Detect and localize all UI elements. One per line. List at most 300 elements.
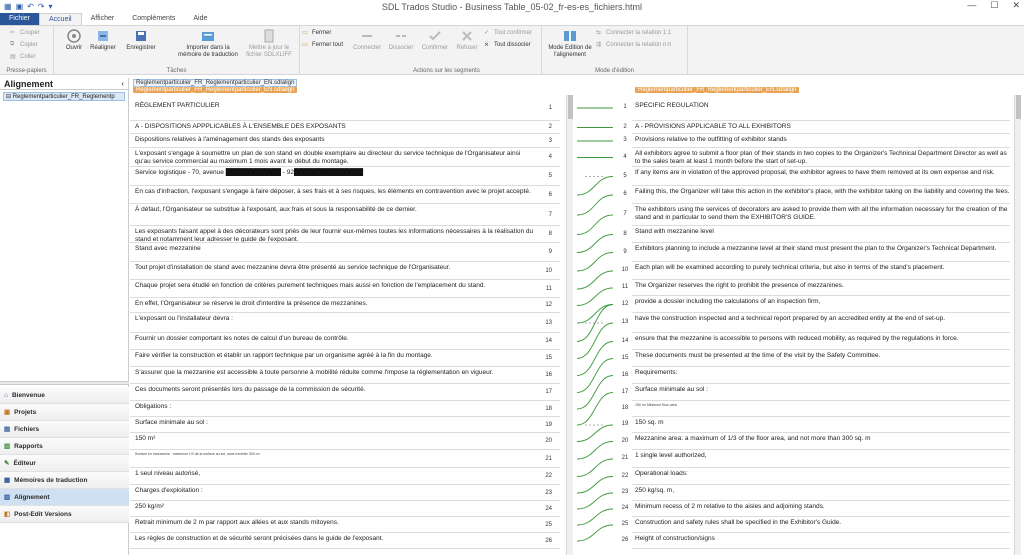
target-segment-row[interactable]	[632, 485, 1010, 501]
target-segment-text: 1 single level authorized,	[635, 452, 707, 459]
tab-fichier[interactable]: Fichier	[0, 13, 39, 25]
source-segment-number: 25	[545, 521, 552, 528]
confirm-icon	[428, 29, 442, 43]
alignment-link[interactable]	[577, 235, 613, 253]
alignment-icon: ▥	[4, 494, 11, 501]
disconnect-button[interactable]	[386, 29, 416, 52]
target-file-label: Reglementparticulier_FR_Reglementparticulier_EN.sdlalign	[635, 87, 799, 93]
confirm-all-icon: ✓	[484, 30, 490, 36]
target-segment-row[interactable]	[632, 243, 1010, 262]
ribbon-tabs	[0, 13, 1024, 25]
realign-button[interactable]	[88, 29, 118, 52]
left-panel-title: Alignement	[4, 78, 54, 89]
source-segment-number: 15	[545, 355, 552, 361]
alignment-link[interactable]	[577, 459, 613, 477]
update-file-icon	[262, 29, 276, 43]
left-panel-header	[0, 78, 128, 90]
nav-label: Projets	[14, 408, 37, 416]
confirm-label: Confirmer	[421, 45, 449, 51]
target-column	[632, 95, 1010, 555]
source-segment-text: Fournir un dossier comportant les notes de calcul d'un bureau de contrôle.	[135, 335, 349, 342]
open-button[interactable]	[62, 29, 86, 52]
target-segment-number: 24	[621, 505, 629, 511]
target-segment-row[interactable]	[632, 450, 1010, 468]
nav-rapports[interactable]	[0, 438, 129, 455]
disconnect-icon	[394, 29, 408, 43]
target-segment-text: A - PROVISIONS APPLICABLE TO ALL EXHIBITORS	[635, 123, 791, 130]
target-segment-row[interactable]	[632, 280, 1010, 296]
source-segment-number: 11	[545, 285, 552, 292]
target-segment-row[interactable]	[632, 121, 1010, 134]
customize-icon[interactable]: ▾	[48, 2, 53, 11]
target-segment-text: ensure that the mezzanine is accessible to persons with reduced mobility, as required by the regulations in force.	[635, 335, 959, 342]
source-segment-number: 12	[545, 302, 552, 308]
alignment-link[interactable]	[577, 342, 613, 376]
target-segment-text: Height of construction/signs	[635, 535, 715, 542]
source-segment-row[interactable]	[130, 367, 560, 384]
target-segment-text: The exhibitors using the services of decorators are asked to provide them with all the information necessary for the creation of the stand and in particular to send them the EXHIBITOR'S GUIDE.	[635, 206, 1008, 221]
target-segment-number: 7	[623, 211, 627, 217]
source-segment-row[interactable]	[130, 280, 560, 298]
source-segment-row[interactable]	[130, 517, 560, 533]
close-label: Fermer	[312, 29, 332, 36]
source-segment-row[interactable]	[130, 262, 560, 280]
post-edit-icon: ◧	[4, 511, 11, 518]
target-segment-number: 20	[621, 437, 629, 444]
target-segment-row[interactable]	[632, 384, 1010, 401]
source-segment-text: Surface minimale au sol :	[135, 419, 208, 426]
alignment-link[interactable]	[577, 425, 613, 442]
target-segment-number: 25	[621, 521, 629, 527]
reject-button[interactable]	[452, 29, 482, 52]
connect-button[interactable]	[352, 29, 382, 52]
ribbon	[0, 25, 1024, 75]
source-segment-row[interactable]	[130, 468, 560, 485]
collapse-icon[interactable]: ‹	[121, 79, 124, 88]
alignment-link[interactable]	[577, 376, 613, 410]
segment-actions-group-label: Actions sur les segments	[413, 68, 480, 74]
source-segment-row[interactable]	[130, 433, 560, 450]
source-segment-number: 3	[548, 137, 552, 144]
source-segment-text: Charges d'exploitation :	[135, 487, 203, 494]
target-segment-text: 150 sq. m	[635, 419, 664, 426]
source-segment-text: L'exposant s'engage à soumettre un plan de son stand en double exemplaire au directeur du service technique de l'Organisateur ainsi qu'au service commercial au maximum 1 mois avant le début du montage.	[135, 150, 521, 165]
target-segment-number: 17	[621, 388, 629, 395]
target-segment-number: 12	[621, 300, 629, 307]
target-segment-number: 2	[623, 123, 627, 130]
disconnect-all-icon: ⨯	[484, 42, 490, 48]
target-segment-text: provide a dossier including the calculations of an inspection firm,	[635, 298, 821, 305]
target-segment-number: 6	[623, 191, 627, 197]
alignment-link[interactable]	[577, 195, 613, 215]
maximize-button[interactable]: ☐	[990, 0, 999, 10]
alignment-link[interactable]	[577, 393, 613, 426]
minimize-button[interactable]: —	[967, 0, 977, 10]
target-segment-row[interactable]	[632, 501, 1010, 517]
files-icon: ▤	[4, 426, 11, 433]
reports-icon: ▥	[4, 443, 11, 450]
close-window-button[interactable]: ✕	[1012, 0, 1020, 10]
source-segment-text: Tout projet d'installation de stand avec mezzanine devra être présenté au service technique de l'Organisateur.	[135, 264, 451, 271]
target-segment-row[interactable]	[632, 296, 1010, 313]
nav-label: Fichiers	[14, 425, 40, 433]
target-segment-row[interactable]	[632, 148, 1010, 167]
source-segment-text: Obligations :	[135, 403, 172, 410]
source-segment-text: Ces documents seront présentés lors du passage de la commission de sécurité.	[135, 386, 366, 393]
update-xliff-button[interactable]	[242, 29, 296, 59]
target-scrollbar[interactable]	[1014, 95, 1021, 555]
source-segment-row[interactable]	[130, 134, 560, 148]
align-edit-label: Mode Edition de l'alignement	[548, 45, 592, 58]
alignment-tree	[0, 90, 128, 103]
save-label: Enregistrer	[126, 45, 156, 51]
paste-icon: ▤	[10, 54, 16, 60]
clipboard-group	[0, 26, 54, 75]
target-scroll-thumb[interactable]	[1016, 95, 1021, 119]
alignment-link[interactable]	[577, 305, 613, 324]
close-group	[300, 26, 352, 75]
target-segment-row[interactable]	[632, 313, 1010, 333]
target-segment-row[interactable]	[632, 186, 1010, 204]
source-segment-text: Retrait minimum de 2 m par rapport aux allées et aux stands mitoyens.	[135, 519, 339, 526]
target-segment-text: If any items are in violation of the approved proposal, the exhibitor agrees to have them removed at its own expense and risk.	[635, 169, 995, 176]
update-xliff-label: Mettre à jour le fichier SDLXLIFF	[246, 45, 292, 58]
source-segment-number: 17	[545, 389, 552, 395]
source-segment-number: 18	[545, 405, 552, 412]
target-segment-text: 150 m² Minimum floor area	[635, 403, 677, 407]
target-segment-row[interactable]	[632, 134, 1010, 148]
paste-label: Coller	[20, 53, 36, 60]
source-segment-row[interactable]	[130, 313, 560, 333]
source-segment-number: 20	[545, 438, 552, 444]
source-segment-text: L'exposant ou l'installateur devra :	[135, 315, 233, 322]
target-segment-text: The Organizer reserves the right to prohibit the presence of mezzanines.	[635, 282, 844, 289]
alignment-link[interactable]	[577, 215, 613, 235]
source-segment-number: 16	[545, 372, 552, 378]
cut-label: Couper	[20, 29, 40, 36]
realign-label: Réaligner	[90, 45, 116, 51]
segment-text-part: - 92	[280, 169, 294, 176]
target-segment-row[interactable]	[632, 533, 1010, 549]
save-disk-icon	[134, 29, 148, 43]
close-all-icon: ▭	[302, 42, 308, 48]
connect-nn-label: Connecter la relation n:n	[606, 41, 672, 48]
source-segment-row[interactable]	[130, 333, 560, 350]
target-segment-number: 4	[623, 153, 627, 160]
cut-button[interactable]	[10, 29, 40, 36]
import-tm-icon	[201, 29, 215, 43]
nav-projets[interactable]	[0, 404, 129, 421]
disconnect-all-label: Tout dissocier	[494, 41, 531, 48]
target-segment-number: 5	[623, 172, 627, 179]
source-scroll-thumb[interactable]	[568, 95, 573, 119]
nav-label: Post-Edit Versions	[14, 510, 72, 518]
source-segment-number: 8	[548, 231, 552, 237]
target-segment-text: Mezzanine area: a maximum of 1/3 of the floor area, and not more than 300 sq. m	[635, 435, 871, 442]
tab-alignment-document[interactable]: Reglementparticulier_FR_Reglementparticulier_EN.sdlalign	[133, 79, 297, 87]
target-segment-row[interactable]	[632, 433, 1010, 450]
connect-label: Connecter	[353, 45, 381, 51]
source-segment-number: 6	[548, 191, 552, 198]
close-doc-icon: ▭	[302, 30, 308, 36]
target-segment-number: 23	[621, 489, 629, 495]
source-segment-number: 26	[545, 537, 552, 544]
source-segment-text: Chaque projet sera étudié en fonction de critères purement techniques mais aussi en fonction de l'emplacement du stand.	[135, 282, 486, 289]
source-segment-row[interactable]	[130, 186, 560, 204]
target-segment-text: Stand with mezzanine level	[635, 228, 714, 235]
disconnect-label: Dissocier	[388, 45, 414, 51]
nav-bienvenue[interactable]	[0, 387, 129, 404]
target-segment-number: 15	[621, 354, 629, 361]
edit-mode-group	[542, 26, 688, 75]
alignment-link[interactable]	[577, 177, 613, 196]
alignment-link[interactable]	[577, 253, 613, 272]
connect-11-button[interactable]	[596, 29, 671, 36]
connect-icon	[360, 29, 374, 43]
target-segment-text: All exhibitors agree to submit a floor plan of their stands in two copies to the Organizer's Technical Department Director as well as to the sales team at least 1 month before the start of set-up.	[635, 150, 1007, 165]
target-segment-row[interactable]	[632, 262, 1010, 280]
source-segment-text: À défaut, l'Organisateur se substitue à l'exposant, aux frais et sous la responsabilité de ce dernier.	[135, 206, 417, 213]
tab-complements[interactable]: Compléments	[132, 15, 176, 22]
save-button[interactable]	[124, 29, 158, 52]
source-segment-text: Stand avec mezzanine	[135, 245, 201, 252]
copy-label: Copier	[20, 41, 38, 48]
source-segment-text: 250 kg/m²	[135, 503, 164, 510]
target-segment-text: Failing this, the Organizer will take this action in the exhibitor's place, with the exhibitor taking on the liability and covering the fees.	[635, 188, 1010, 195]
source-segment-row[interactable]	[130, 298, 560, 313]
segment-text-part: Service logistique - 70, avenue	[135, 169, 226, 176]
target-segment-number: 18	[621, 405, 629, 411]
minus-icon[interactable]: ⊟	[6, 94, 12, 100]
link-11-icon: ⇆	[596, 30, 602, 36]
alignment-link[interactable]	[577, 323, 613, 359]
target-segment-row[interactable]	[632, 167, 1010, 186]
source-segment-number: 2	[548, 124, 552, 130]
target-segment-number: 10	[621, 267, 629, 273]
import-tm-button[interactable]	[178, 29, 238, 59]
home-icon: ⌂	[4, 391, 8, 399]
alignment-link[interactable]	[577, 442, 613, 460]
left-panel	[0, 78, 129, 555]
editor-icon: ✎	[4, 460, 10, 467]
target-segment-row[interactable]	[632, 350, 1010, 367]
nav-memoires[interactable]	[0, 472, 129, 489]
link-nn-icon: ⇶	[596, 42, 602, 48]
source-segment-number: 1	[548, 104, 552, 111]
source-segment-number: 24	[545, 505, 552, 512]
nav-label: Rapports	[14, 442, 43, 450]
source-segment-row[interactable]	[130, 95, 560, 121]
tab-accueil[interactable]: Accueil	[39, 13, 82, 25]
alignment-link[interactable]	[577, 359, 613, 393]
paste-button[interactable]	[10, 53, 36, 60]
target-segment-row[interactable]	[632, 417, 1010, 433]
source-segment-number: 5	[548, 173, 552, 179]
document-tabs	[130, 78, 1024, 95]
confirm-button[interactable]	[420, 29, 450, 52]
source-segment-number: 19	[545, 421, 552, 428]
target-segment-number: 3	[623, 137, 627, 143]
close-button[interactable]	[302, 29, 331, 36]
alignment-link[interactable]	[577, 525, 613, 541]
source-segment-number: 14	[545, 338, 552, 344]
tree-item-label: Reglementparticulier_FR_Reglementp	[12, 94, 115, 100]
source-segment-text: A - DISPOSITIONS APPPLICABLES À L'ENSEMBLE DES EXPOSANTS	[135, 123, 346, 130]
source-segment-row[interactable]	[130, 148, 560, 167]
connect-nn-button[interactable]	[596, 41, 671, 48]
target-segment-text: Minimum recess of 2 m relative to the aisles and adjoining stands.	[635, 503, 825, 510]
confirm-all-label: Tout confirmer	[494, 29, 533, 36]
alignment-links	[575, 95, 615, 555]
import-tm-label: Importer dans la mémoire de traduction	[178, 45, 238, 58]
source-column	[130, 95, 560, 555]
window-title: SDL Trados Studio - Business Table_05-02_fr-es-es_fichiers.html	[381, 2, 643, 12]
target-segment-row[interactable]	[632, 204, 1010, 226]
source-segment-text: Faire vérifier la construction et établir un rapport technique par un organisme agréé à la fin du montage.	[135, 352, 433, 359]
tab-aide[interactable]: Aide	[193, 15, 208, 22]
source-segment-row[interactable]	[130, 167, 560, 186]
target-segment-row[interactable]	[632, 517, 1010, 533]
source-segment-row[interactable]	[130, 384, 560, 401]
alignment-link[interactable]	[577, 477, 613, 494]
segment-actions-group	[352, 26, 542, 75]
target-segment-text: Surface minimale au sol :	[635, 386, 708, 393]
source-segment-number: 13	[545, 319, 552, 326]
target-segment-row[interactable]	[632, 367, 1010, 384]
target-segment-row[interactable]	[632, 226, 1010, 243]
close-all-button[interactable]	[302, 41, 343, 48]
nav-post-edit[interactable]	[0, 506, 129, 523]
close-all-label: Fermer tout	[312, 41, 344, 48]
nav-alignement[interactable]	[0, 489, 129, 506]
nav-label: Éditeur	[13, 459, 36, 467]
source-segment-row[interactable]	[130, 450, 560, 468]
redacted-text: ███████████████	[293, 169, 364, 176]
alignment-link[interactable]	[577, 271, 613, 289]
target-number-column	[618, 95, 632, 555]
source-segment-row[interactable]	[130, 401, 560, 417]
target-segment-text: Requirements:	[635, 369, 678, 376]
nav-editeur[interactable]	[0, 455, 129, 472]
confirm-all-button[interactable]	[484, 29, 532, 36]
source-segment-row[interactable]	[130, 243, 560, 262]
reject-icon	[460, 29, 474, 43]
target-segment-text: These documents must be presented at the time of the visit by the Safety Committee.	[635, 352, 881, 359]
tree-item-alignment-file[interactable]	[3, 92, 125, 101]
source-segment-row[interactable]	[130, 485, 560, 501]
source-segment-number: 23	[545, 489, 552, 496]
alignment-editor	[130, 95, 1024, 555]
target-segment-text: Construction and safety rules shall be specified in the Exhibitor's Guide.	[635, 519, 842, 526]
target-segment-number: 13	[621, 319, 629, 325]
target-segment-row[interactable]	[632, 468, 1010, 485]
source-segment-number: 21	[545, 455, 552, 462]
source-scrollbar[interactable]	[566, 95, 573, 555]
connect-11-label: Connecter la relation 1:1	[606, 29, 672, 36]
target-segment-number: 8	[623, 230, 627, 237]
source-segment-number: 9	[548, 249, 552, 255]
target-segment-number: 19	[621, 421, 629, 427]
source-segment-row[interactable]	[130, 121, 560, 134]
alignment-link[interactable]	[577, 509, 613, 525]
navigation-list	[0, 387, 129, 523]
copy-button[interactable]	[10, 41, 38, 48]
panel-splitter[interactable]	[0, 381, 129, 385]
alignment-link[interactable]	[577, 288, 613, 306]
open-label: Ouvrir	[65, 45, 83, 51]
source-segment-number: 10	[545, 267, 552, 274]
reject-label: Refuser	[456, 45, 478, 51]
source-segment-number: 22	[545, 473, 552, 479]
source-segment-text: S'assurer que la mezzanine est accessible à toute personne à mobilité réduite comme l'impose la réglementation en vigueur.	[135, 369, 494, 376]
target-segment-row[interactable]	[632, 95, 1010, 121]
tab-afficher[interactable]: Afficher	[90, 15, 115, 22]
app-icon: ▦	[4, 2, 12, 11]
target-segment-text: Exhibitors planning to include a mezzanine level at their stand must present the plan to the Organizer's Technical Department.	[635, 245, 997, 252]
title-bar	[0, 0, 1024, 13]
clipboard-group-label: Presse-papiers	[6, 68, 47, 74]
source-segment-text	[135, 169, 535, 177]
source-segment-text: Dispositions relatives à l'aménagement des stands des exposants	[135, 136, 325, 143]
tasks-group-label: Tâches	[166, 68, 187, 74]
target-segment-text: SPECIFIC REGULATION	[635, 102, 709, 109]
source-segment-row[interactable]	[130, 533, 560, 549]
target-segment-row[interactable]	[632, 401, 1010, 417]
source-segment-row[interactable]	[130, 501, 560, 517]
edit-mode-group-label: Mode d'édition	[595, 68, 634, 74]
source-segment-number: 7	[548, 211, 552, 218]
source-segment-text: Les exposants faisant appel à des décorateurs sont priés de leur fournir eux-mêmes toutes les informations nécessaires à la réalisation du stand et notamment leur adresser le guide de l'exposant.	[135, 228, 534, 243]
window-controls	[967, 0, 1020, 11]
source-segment-text: RÈGLEMENT PARTICULIER	[135, 102, 220, 109]
disconnect-all-button[interactable]	[484, 41, 531, 48]
target-segment-number: 9	[623, 248, 627, 255]
target-segment-number: 14	[621, 337, 629, 344]
source-segment-text: Surface en mezzanine : maximum 1/3 de la surface au sol, sans excéder 300 m²	[135, 452, 260, 456]
open-icon	[67, 29, 81, 43]
source-segment-row[interactable]	[130, 350, 560, 367]
source-segment-row[interactable]	[130, 226, 560, 243]
scissors-icon: ✂	[10, 30, 16, 36]
nav-label: Bienvenue	[11, 391, 45, 399]
source-segment-text: En cas d'infraction, l'exposant s'engage à faire déposer, à ses frais et à ses risques, les éléments en contravention avec le projet accepté.	[135, 188, 531, 195]
target-segment-number: 26	[621, 537, 629, 543]
target-segment-number: 11	[621, 284, 629, 290]
source-segment-row[interactable]	[130, 204, 560, 226]
undo-icon[interactable]: ↶	[27, 2, 34, 11]
source-segment-text: Les règles de construction et de sécurité seront précisées dans le guide de l'exposant.	[135, 535, 384, 542]
source-segment-text: 150 m²	[135, 435, 156, 442]
nav-label: Mémoires de traduction	[14, 476, 88, 484]
target-segment-number: 21	[621, 455, 629, 461]
tm-icon: ▦	[4, 477, 11, 484]
alignment-link[interactable]	[577, 493, 613, 509]
source-segment-number: 4	[548, 154, 552, 160]
realign-icon	[96, 29, 110, 43]
redacted-text: ████████████	[225, 169, 281, 176]
align-edit-mode-button[interactable]	[548, 29, 592, 59]
copy-icon: ⧉	[10, 41, 15, 47]
target-segment-row[interactable]	[632, 333, 1010, 350]
target-segment-number: 16	[621, 371, 629, 378]
redo-icon[interactable]: ↷	[37, 2, 45, 11]
source-segment-row[interactable]	[130, 417, 560, 433]
source-file-label: Reglementparticulier_FR_Reglementparticulier_EN.sdlalign	[133, 87, 297, 93]
nav-fichiers[interactable]	[0, 421, 129, 438]
save-icon[interactable]: ▣	[15, 2, 24, 11]
source-segment-text: 1 seul niveau autorisé,	[135, 470, 201, 477]
target-segment-text: Operational loads:	[635, 470, 688, 477]
